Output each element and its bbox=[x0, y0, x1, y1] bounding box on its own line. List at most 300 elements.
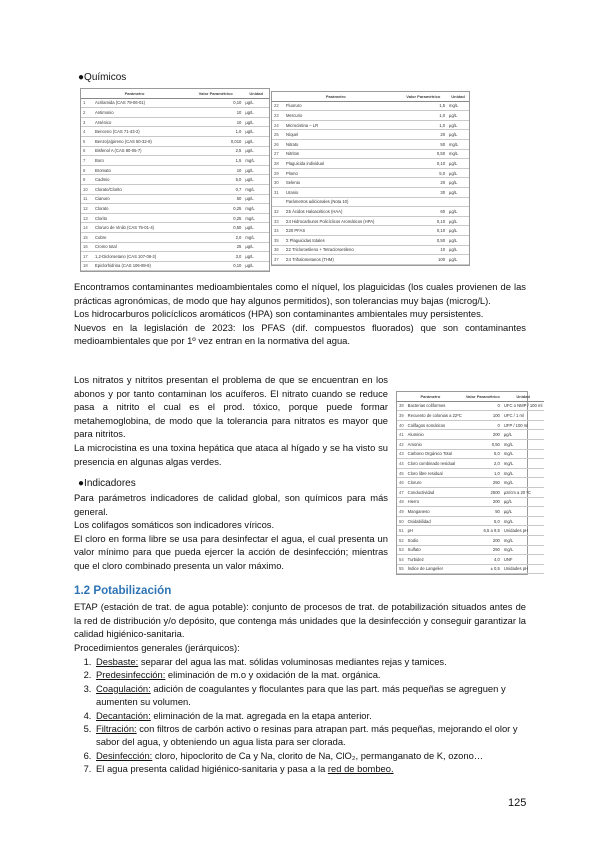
table-cell-unit: UNF bbox=[502, 555, 545, 565]
table-row bbox=[81, 108, 269, 118]
table-cell-value: ± 0,5 bbox=[464, 564, 502, 574]
table-cell-unit: mg/L bbox=[502, 459, 545, 469]
table-cell-unit: mg/L bbox=[243, 232, 269, 242]
table-cell-value: 4,0 bbox=[464, 555, 502, 565]
table-cell-name: Cloruro bbox=[406, 478, 464, 488]
table-cell-n: 11 bbox=[81, 194, 93, 204]
table-row bbox=[272, 207, 469, 217]
table-cell-n: 35 bbox=[272, 235, 284, 245]
paragraph: El cloro en forma libre se usa para desinfectar el agua, el cual presenta un valor mínimo para que pueda ejercer la acción de desinfección; mientras que el cloro combinado presenta un valor máximo. bbox=[74, 532, 388, 571]
table-cell-unit: mg/L bbox=[502, 545, 545, 555]
table-cell-n: 54 bbox=[397, 555, 406, 565]
table-cell-name: Uranio bbox=[284, 187, 400, 197]
table-cell-value: 100 bbox=[464, 411, 502, 421]
table-row bbox=[397, 545, 544, 555]
table-cell-name: Oxidabilidad bbox=[406, 516, 464, 526]
indicadores-text-block bbox=[74, 491, 388, 573]
table-cell-name: Bacterias coliformes bbox=[406, 401, 464, 411]
step-text: El agua presenta calidad higiénico-sanitaria y pasa a la bbox=[96, 763, 328, 775]
table-cell-value: 0,10 bbox=[400, 216, 448, 226]
table-cell-n: 53 bbox=[397, 545, 406, 555]
table-row bbox=[397, 411, 544, 421]
table-row bbox=[272, 149, 469, 159]
table-row bbox=[81, 165, 269, 175]
table-row bbox=[272, 130, 469, 140]
table-cell-n: 6 bbox=[81, 146, 93, 156]
table-cell-value: 1,0 bbox=[400, 120, 448, 130]
table-cell-name: Σ20 PFAS bbox=[284, 226, 400, 236]
table-cell-unit: UFP / 100 ml bbox=[502, 420, 545, 430]
table-cell-unit: Unidades pH bbox=[502, 564, 545, 574]
table-cell-unit: mg/L bbox=[502, 449, 545, 459]
paragraph: Nuevos en la legislación de 2023: los PFAS (dif. compuestos fluorados) que son contaminantes medioambientales que por 1º vez entran en la normativa del agua. bbox=[74, 321, 526, 347]
table-cell-n: 5 bbox=[81, 136, 93, 146]
table-cell-name: Plomo bbox=[284, 168, 400, 178]
table-cell-unit: µg/L bbox=[447, 255, 469, 265]
table-indicadores bbox=[396, 391, 543, 575]
table-cell-unit: µg/L bbox=[447, 111, 469, 121]
table-cell-name: Σ Plaguicidas totales bbox=[284, 235, 400, 245]
table-cell-value: 20 bbox=[400, 130, 448, 140]
table-cell-name: pH bbox=[406, 526, 464, 536]
table-cell-value: 200 bbox=[464, 535, 502, 545]
table-cell-unit: µg/L bbox=[447, 130, 469, 140]
table-cell-value: 2,5 bbox=[188, 146, 243, 156]
procedure-step bbox=[94, 722, 526, 749]
table-row bbox=[81, 223, 269, 233]
table-cell-n: 23 bbox=[272, 111, 284, 121]
table-cell-n: 13 bbox=[81, 213, 93, 223]
table-cell-n: 17 bbox=[81, 252, 93, 262]
table-cell-unit: µg/L bbox=[243, 127, 269, 137]
table-cell-n: 32 bbox=[272, 207, 284, 217]
table-cell-value: 50 bbox=[188, 194, 243, 204]
step-text: separar del agua las mat. sólidas voluminosas mediantes rejas y tamices. bbox=[138, 656, 447, 667]
table-cell-name: Parámetros adicionales (Nota 10) bbox=[284, 197, 400, 207]
table-cell-unit: µg/L bbox=[243, 252, 269, 262]
table-cell-n: 44 bbox=[397, 459, 406, 469]
table-cell-unit: µg/L bbox=[447, 178, 469, 188]
table-cell-unit: µg/L bbox=[243, 108, 269, 118]
table-cell-unit: µg/L bbox=[447, 226, 469, 236]
table-cell-value: 5,0 bbox=[464, 516, 502, 526]
table-quimicos-left bbox=[80, 88, 270, 272]
table-cell-n: 7 bbox=[81, 156, 93, 166]
step-text: eliminación de m.o y oxidación de la mat. orgánica. bbox=[165, 669, 381, 681]
table-cell-value: 10 bbox=[188, 108, 243, 118]
table-cell-n: 36 bbox=[272, 245, 284, 255]
table-cell-unit: mg/L bbox=[502, 439, 545, 449]
table-cell-unit: µg/L bbox=[447, 245, 469, 255]
table-cell-unit: mg/L bbox=[243, 213, 269, 223]
table-cell-name: Cadmio bbox=[93, 175, 188, 185]
table-cell-n: 24 bbox=[272, 120, 284, 130]
step-text: adición de coagulantes y floculantes para que las part. más pequeñas se agreguen y aumenten su volumen. bbox=[96, 682, 506, 708]
col-header: Valor Paramétrico bbox=[464, 392, 502, 401]
table-cell-n: 26 bbox=[272, 139, 284, 149]
table-cell-unit: µg/L bbox=[447, 187, 469, 197]
table-cell-n: 55 bbox=[397, 564, 406, 574]
table-cell-unit: mg/L bbox=[243, 184, 269, 194]
col-header: Valor Paramétrico bbox=[400, 92, 448, 101]
paragraph: Los colifagos somáticos son indicadores víricos. bbox=[74, 519, 275, 531]
table-row bbox=[81, 146, 269, 156]
table-row bbox=[81, 204, 269, 214]
table-row bbox=[81, 184, 269, 194]
table-cell-n: 37 bbox=[272, 255, 284, 265]
table-row bbox=[272, 111, 469, 121]
col-header: Unidad bbox=[447, 92, 469, 101]
table-row bbox=[272, 101, 469, 111]
table-cell-unit: µg/L bbox=[243, 223, 269, 233]
paragraph: Los hidrocarburos policíclicos aromáticos (HPA) son contaminantes ambientales muy persistentes. bbox=[74, 308, 484, 320]
quimicos-text-block bbox=[74, 280, 526, 348]
col-header: Unidad bbox=[243, 89, 269, 98]
table-cell-n: 25 bbox=[272, 130, 284, 140]
table-row bbox=[397, 535, 544, 545]
table-row bbox=[81, 156, 269, 166]
table-cell-value: 0,10 bbox=[188, 261, 243, 271]
procedure-step bbox=[94, 709, 526, 722]
table-cell-unit: µg/L bbox=[243, 194, 269, 204]
table-cell-n: 52 bbox=[397, 535, 406, 545]
table-cell-n: 14 bbox=[81, 223, 93, 233]
table-cell-name: Σ2 Tricloroetileno + Tetracloroetileno bbox=[284, 245, 400, 255]
table-cell-unit: mg/L bbox=[243, 204, 269, 214]
nitratos-text-block bbox=[74, 373, 388, 468]
procedure-step bbox=[94, 682, 526, 709]
table-cell-unit: µg/L bbox=[502, 430, 545, 440]
table-cell-name: Σ4 Hidrocarburos Policíclicos Aromáticos (HPA) bbox=[284, 216, 400, 226]
table-row bbox=[272, 187, 469, 197]
table-cell-n: 34 bbox=[272, 226, 284, 236]
table-cell-name: Mercurio bbox=[284, 111, 400, 121]
table-row bbox=[81, 136, 269, 146]
table-cell-name: Clorato bbox=[93, 204, 188, 214]
table-cell-name: Turbidez bbox=[406, 555, 464, 565]
table-cell-n: 8 bbox=[81, 165, 93, 175]
table-cell-value: 100 bbox=[400, 255, 448, 265]
table-row bbox=[81, 242, 269, 252]
table-cell-value: 1,5 bbox=[400, 101, 448, 111]
table-cell-name: Microcistina – LR bbox=[284, 120, 400, 130]
step-text: eliminación de la mat. agregada en la etapa anterior. bbox=[150, 709, 372, 721]
table-row bbox=[397, 430, 544, 440]
table-row bbox=[272, 159, 469, 169]
table-cell-unit: µg/L bbox=[243, 98, 269, 108]
table-row bbox=[397, 478, 544, 488]
table-cell-value: 2500 bbox=[464, 487, 502, 497]
table-cell-unit: µg/L bbox=[447, 120, 469, 130]
table-cell-unit: µg/L bbox=[243, 136, 269, 146]
table-row bbox=[81, 261, 269, 271]
table-cell-name: Sulfato bbox=[406, 545, 464, 555]
table-row bbox=[397, 449, 544, 459]
col-header: Unidad bbox=[502, 392, 545, 401]
table-cell-unit: µg/L bbox=[502, 507, 545, 517]
table-row bbox=[81, 194, 269, 204]
table-cell-n: 39 bbox=[397, 411, 406, 421]
table-cell-value: 10 bbox=[400, 245, 448, 255]
table-cell-name: Benceno (CAS 71-43-2) bbox=[93, 127, 188, 137]
table-cell-n: 51 bbox=[397, 526, 406, 536]
table-cell-n: 16 bbox=[81, 242, 93, 252]
table-cell-value: 60 bbox=[400, 207, 448, 217]
table-cell-value: 0,50 bbox=[400, 235, 448, 245]
table-cell-name: Plaguicida individual bbox=[284, 159, 400, 169]
table-cell-value: 0 bbox=[464, 420, 502, 430]
table-cell-name: Sodio bbox=[406, 535, 464, 545]
table-row bbox=[272, 197, 469, 207]
table-cell-unit: µg/L bbox=[447, 168, 469, 178]
col-header: Parámetro bbox=[397, 392, 464, 401]
table-cell-unit: mg/L bbox=[502, 468, 545, 478]
table-cell-unit: UFC / 1 ml bbox=[502, 411, 545, 421]
paragraph: Para parámetros indicadores de calidad global, son químicos para más general. bbox=[74, 492, 388, 517]
table-cell-name: Aluminio bbox=[406, 430, 464, 440]
table-row bbox=[397, 439, 544, 449]
table-cell-n: 4 bbox=[81, 127, 93, 137]
table-cell-unit: mg/L bbox=[447, 149, 469, 159]
table-cell-value: 0,50 bbox=[464, 439, 502, 449]
table-cell-value: 0,50 bbox=[400, 149, 448, 159]
procedure-step bbox=[94, 762, 526, 775]
table-cell-value: 10 bbox=[188, 165, 243, 175]
step-text: con filtros de carbón activo o resinas para atrapan part. más pequeñas, mejorando el olor y sabor del agua, y obteniendo un agua lista para ser clorada. bbox=[96, 723, 518, 748]
table-cell-unit: µg/L bbox=[447, 207, 469, 217]
table-cell-unit: mg/L bbox=[243, 156, 269, 166]
table-cell-value: 5,0 bbox=[400, 168, 448, 178]
table-row bbox=[272, 168, 469, 178]
table-cell-name: 1,2-Dicloroetano (CAS 107-06-2) bbox=[93, 252, 188, 262]
table-cell-unit: µg/L bbox=[243, 261, 269, 271]
step-term: Predesinfección: bbox=[96, 669, 166, 681]
table-cell-value: 50 bbox=[400, 139, 448, 149]
table-cell-value: 2,0 bbox=[464, 459, 502, 469]
table-cell-name: Bromato bbox=[93, 165, 188, 175]
table-cell-unit: mg/L bbox=[447, 101, 469, 111]
table-cell-n: 45 bbox=[397, 468, 406, 478]
table-cell-value: 1,0 bbox=[400, 111, 448, 121]
procedure-step bbox=[94, 655, 526, 668]
table-cell-unit: Unidades pH bbox=[502, 526, 545, 536]
table-cell-name: Hierro bbox=[406, 497, 464, 507]
table-cell-value: 5,0 bbox=[464, 449, 502, 459]
table-cell-n: 43 bbox=[397, 449, 406, 459]
procedimientos-list bbox=[74, 655, 526, 776]
step-text: cloro, hipoclorito de Ca y Na, clorito de Na, ClO₂, permanganato de K, ozono… bbox=[152, 749, 484, 761]
table-row bbox=[81, 252, 269, 262]
table-cell-unit: mg/L bbox=[502, 535, 545, 545]
table-cell-name: Cloro combinado residual bbox=[406, 459, 464, 469]
table-cell-name: Benzo(a)pireno (CAS 50-32-8) bbox=[93, 136, 188, 146]
table-cell-n: 18 bbox=[81, 261, 93, 271]
table-row bbox=[81, 98, 269, 108]
table-cell-n: 2 bbox=[81, 108, 93, 118]
table-row bbox=[81, 213, 269, 223]
table-cell-value: 1,0 bbox=[464, 468, 502, 478]
table-cell-value: 0,7 bbox=[188, 184, 243, 194]
table-cell-value: 50 bbox=[464, 507, 502, 517]
table-cell-name: Σ4 Trihalometanos (THM) bbox=[284, 255, 400, 265]
procedure-step bbox=[94, 668, 526, 681]
table-cell-n: 48 bbox=[397, 497, 406, 507]
quimicos-left-table bbox=[81, 89, 269, 271]
table-cell-unit: µS/cm a 20 ºC bbox=[502, 487, 545, 497]
table-cell-name: Conductividad bbox=[406, 487, 464, 497]
table-cell-unit: µg/L bbox=[502, 497, 545, 507]
etap-paragraph: ETAP (estación de trat. de agua potable): conjunto de procesos de trat. de potabilización situados antes de la red de distribución y/o depósito, que contenga más unidades que la desinfección y conseguir garantizar la calidad higiénico-sanitaria. bbox=[74, 601, 526, 640]
bullet-dot: ● bbox=[78, 72, 85, 83]
table-cell-n: 46 bbox=[397, 478, 406, 488]
table-row bbox=[397, 555, 544, 565]
table-cell-value: 30 bbox=[400, 187, 448, 197]
table-cell-n: 29 bbox=[272, 168, 284, 178]
table-row bbox=[397, 468, 544, 478]
table-cell-value: 10 bbox=[188, 117, 243, 127]
steps-ordered-list bbox=[74, 655, 526, 776]
table-cell-value: 0,10 bbox=[400, 159, 448, 169]
table-cell-value: 0,10 bbox=[188, 98, 243, 108]
step-term: Decantación: bbox=[96, 709, 151, 721]
table-cell-name: Níquel bbox=[284, 130, 400, 140]
table-cell-n bbox=[272, 197, 284, 207]
table-cell-n: 10 bbox=[81, 184, 93, 194]
table-row bbox=[81, 127, 269, 137]
table-cell-value: 200 bbox=[464, 497, 502, 507]
table-cell-n: 38 bbox=[397, 401, 406, 411]
table-cell-name: Epiclorhidrina (CAS 106-89-8) bbox=[93, 261, 188, 271]
etap-block bbox=[74, 600, 526, 654]
table-cell-unit: µg/L bbox=[243, 242, 269, 252]
table-cell-name: Acrilamida (CAS 79-06-01) bbox=[93, 98, 188, 108]
table-cell-name: Boro bbox=[93, 156, 188, 166]
table-cell-name: Cobre bbox=[93, 232, 188, 242]
table-cell-name: Fluoruro bbox=[284, 101, 400, 111]
table-row bbox=[272, 178, 469, 188]
table-row bbox=[272, 216, 469, 226]
table-row bbox=[272, 120, 469, 130]
table-row bbox=[397, 459, 544, 469]
table-cell-name: Índice de Langelier bbox=[406, 564, 464, 574]
table-quimicos-right bbox=[271, 91, 470, 266]
step-term: Desbaste: bbox=[96, 656, 139, 667]
table-cell-name: Arsénico bbox=[93, 117, 188, 127]
table-cell-name: Selenio bbox=[284, 178, 400, 188]
table-cell-value: 0,10 bbox=[400, 226, 448, 236]
table-cell-n: 31 bbox=[272, 187, 284, 197]
table-cell-value: 6,5 a 9,5 bbox=[464, 526, 502, 536]
col-header: Parámetro bbox=[81, 89, 188, 98]
table-cell-n: 3 bbox=[81, 117, 93, 127]
table-row bbox=[272, 235, 469, 245]
table-cell-unit: mg/L bbox=[502, 478, 545, 488]
table-cell-n: 12 bbox=[81, 204, 93, 214]
table-row bbox=[397, 497, 544, 507]
table-cell-n: 9 bbox=[81, 175, 93, 185]
table-cell-name: Carbono Orgánico Total bbox=[406, 449, 464, 459]
table-cell-name: Colifagos somáticos bbox=[406, 420, 464, 430]
table-cell-value: 0 bbox=[464, 401, 502, 411]
table-row bbox=[272, 255, 469, 265]
table-cell-n: 40 bbox=[397, 420, 406, 430]
table-cell-value: 20 bbox=[400, 178, 448, 188]
step-term: Coagulación: bbox=[96, 682, 151, 694]
table-cell-unit: µg/L bbox=[447, 216, 469, 226]
procedimientos-title: Procedimientos generales (jerárquicos): bbox=[74, 641, 240, 653]
table-row bbox=[397, 564, 544, 574]
paragraph: Los nitratos y nitritos presentan el problema de que se encuentran en los abonos y por tanto contaminan los acuíferos. El nitrato cuando se reduce pasa a nitrito el cual es el prod. tóxico, porque puede formar metahemoglobina, de modo que la tolerancia para nitratos es mayor que para nitritos. bbox=[74, 374, 388, 440]
table-cell-value: 200 bbox=[464, 430, 502, 440]
step-term: Desinfección: bbox=[96, 749, 153, 761]
table-row bbox=[272, 245, 469, 255]
table-cell-value: 0,010 bbox=[188, 136, 243, 146]
table-cell-name: Clorato/Clorito bbox=[93, 184, 188, 194]
table-cell-value: 0,50 bbox=[188, 223, 243, 233]
table-row bbox=[272, 226, 469, 236]
table-cell-n: 15 bbox=[81, 232, 93, 242]
paragraph: Encontramos contaminantes medioambientales como el níquel, los plaguicidas (los cuales provienen de las prácticas agronómicas, de modo que hay algunos permitidos), son tolerancias muy bajas (microg/L). bbox=[74, 281, 526, 306]
col-header: Parámetro bbox=[272, 92, 400, 101]
table-cell-unit: mg/L bbox=[447, 139, 469, 149]
quimicos-right-table bbox=[272, 92, 469, 265]
table-cell-name: Manganeso bbox=[406, 507, 464, 517]
page-number: 125 bbox=[508, 797, 527, 809]
table-cell-n: 27 bbox=[272, 149, 284, 159]
section-title: 1.2 Potabilización bbox=[74, 584, 172, 597]
step-term: Filtración: bbox=[96, 723, 137, 735]
bullet-dot: ● bbox=[78, 478, 85, 489]
table-cell-value: 1,5 bbox=[188, 156, 243, 166]
table-cell-name: Antimonio bbox=[93, 108, 188, 118]
table-cell-name: Σ5 Ácidos Haloacéticos (HAA) bbox=[284, 207, 400, 217]
table-row bbox=[397, 420, 544, 430]
table-cell-value: 1,0 bbox=[188, 127, 243, 137]
table-cell-n: 30 bbox=[272, 178, 284, 188]
table-row bbox=[81, 175, 269, 185]
table-cell-n: 47 bbox=[397, 487, 406, 497]
table-cell-name: Cromo total bbox=[93, 242, 188, 252]
table-cell-value: 5,0 bbox=[188, 175, 243, 185]
table-cell-unit: UFC o NMP / 100 ml bbox=[502, 401, 545, 411]
table-cell-unit: µg/L bbox=[447, 159, 469, 169]
table-row bbox=[397, 516, 544, 526]
table-cell-name: Nitrato bbox=[284, 139, 400, 149]
red-de-bombeo-term: red de bombeo. bbox=[327, 763, 394, 775]
table-row bbox=[397, 507, 544, 517]
table-cell-n: 49 bbox=[397, 507, 406, 517]
table-cell-value: 250 bbox=[464, 478, 502, 488]
quimicos-heading: ●Químicos bbox=[78, 72, 127, 83]
table-cell-name: Cloruro de Vinilo (CAS 75-01-4) bbox=[93, 223, 188, 233]
table-cell-unit: µg/L bbox=[243, 146, 269, 156]
table-cell-value: 0,25 bbox=[188, 204, 243, 214]
table-row bbox=[397, 487, 544, 497]
table-cell-value: 2,0 bbox=[188, 232, 243, 242]
table-row bbox=[397, 526, 544, 536]
procedure-step bbox=[94, 749, 526, 762]
table-cell-value: 3,0 bbox=[188, 252, 243, 262]
table-cell-name: Cloro libre residual bbox=[406, 468, 464, 478]
table-cell-n: 1 bbox=[81, 98, 93, 108]
table-cell-n: 42 bbox=[397, 439, 406, 449]
table-row bbox=[397, 401, 544, 411]
table-cell-name: Bisfenol A (CAS 80-05-7) bbox=[93, 146, 188, 156]
paragraph: La microcistina es una toxina hepática que ataca al hígado y se ha visto su presencia en algunas algas verdes. bbox=[74, 441, 388, 467]
table-cell-value bbox=[400, 197, 448, 207]
table-cell-unit: µg/L bbox=[447, 235, 469, 245]
table-cell-n: 50 bbox=[397, 516, 406, 526]
